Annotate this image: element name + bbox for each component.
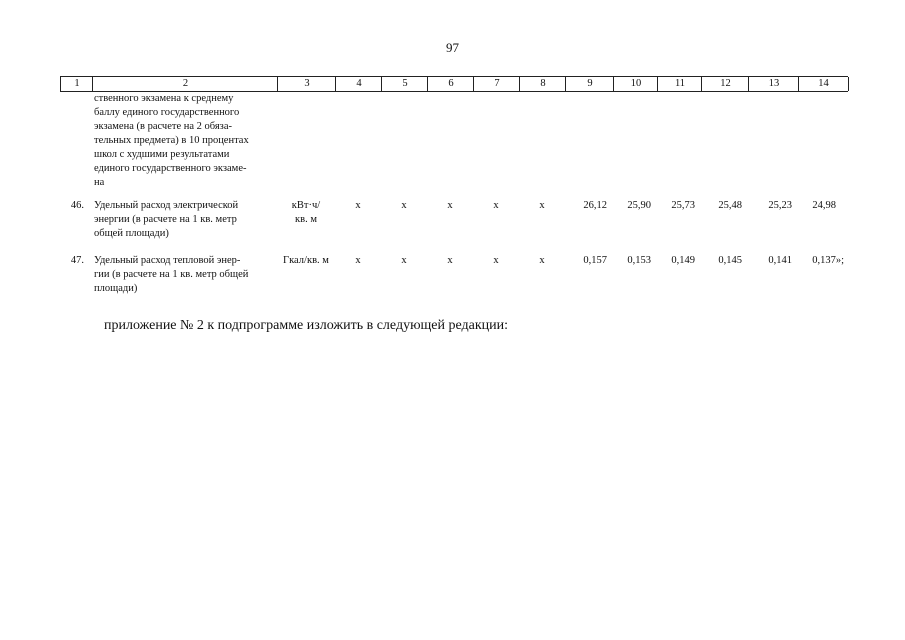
indicator-table: [60, 76, 848, 294]
row-number: 47.: [70, 255, 84, 266]
value-cell: х: [493, 255, 499, 266]
header-cell: 4: [335, 77, 382, 91]
header-cell: 10: [613, 77, 658, 91]
header-cell: 14: [798, 77, 849, 91]
value-cell: 26,12: [583, 200, 607, 211]
text-line: кв. м: [295, 214, 317, 225]
text-line: Гкал/кв. м: [283, 255, 329, 266]
value-cell: х: [493, 200, 499, 211]
text-line: площади): [94, 283, 138, 294]
row-unit: [277, 254, 335, 268]
header-cell: 5: [381, 77, 428, 91]
row-description: [94, 199, 274, 241]
value-cell: х: [447, 200, 453, 211]
text-line: Удельный расход тепловой энер-: [94, 255, 241, 266]
value-cell: 0,153: [627, 255, 651, 266]
text-line: единого государственного экзаме-: [94, 163, 247, 174]
value-cell: 0,149: [671, 255, 695, 266]
value-cell: 0,141: [768, 255, 792, 266]
value-cell: 25,48: [718, 200, 742, 211]
page-number: 97: [446, 40, 459, 55]
value-cell: 25,23: [768, 200, 792, 211]
header-cell: 6: [427, 77, 474, 91]
text-line: энергии (в расчете на 1 кв. метр: [94, 214, 237, 225]
text-line: экзамена (в расчете на 2 обяза-: [94, 121, 232, 132]
footer-note: приложение № 2 к подпрограмме изложить в следующей редакции:: [104, 318, 509, 333]
header-cell: 1: [60, 77, 93, 91]
row-unit: [277, 199, 335, 227]
value-cell: х: [355, 255, 361, 266]
header-cell: 9: [565, 77, 614, 91]
text-line: на: [94, 177, 105, 188]
value-cell: х: [539, 200, 545, 211]
table-header-row: [60, 76, 848, 92]
header-cell: 12: [701, 77, 749, 91]
value-cell: 25,73: [671, 200, 695, 211]
value-cell: х: [447, 255, 453, 266]
text-line: тельных предмета) в 10 процентах: [94, 135, 249, 146]
value-cell: х: [401, 255, 407, 266]
text-line: кВт·ч/: [291, 200, 321, 211]
text-line: школ с худшими результатами: [94, 149, 230, 160]
value-cell: 0,157: [583, 255, 607, 266]
value-cell: 25,90: [627, 200, 651, 211]
row-description: [94, 254, 274, 296]
header-cell: 2: [92, 77, 278, 91]
text-line: баллу единого государственного: [94, 107, 240, 118]
value-cell: х: [539, 255, 545, 266]
value-cell: х: [355, 200, 361, 211]
header-cell: 11: [657, 77, 702, 91]
text-line: общей площади): [94, 228, 169, 239]
header-cell: 3: [277, 77, 336, 91]
header-cell: 13: [748, 77, 799, 91]
header-cell: 7: [473, 77, 520, 91]
value-cell: 24,98: [812, 200, 836, 211]
header-cell: 8: [519, 77, 566, 91]
text-line: ственного экзамена к среднему: [94, 93, 234, 104]
value-cell: 0,137»;: [812, 255, 844, 266]
text-line: Удельный расход электрической: [94, 200, 239, 211]
value-cell: х: [401, 200, 407, 211]
value-cell: 0,145: [718, 255, 742, 266]
text-line: гии (в расчете на 1 кв. метр общей: [94, 269, 249, 280]
row-number: 46.: [70, 200, 84, 211]
continuation-description: [94, 92, 274, 190]
